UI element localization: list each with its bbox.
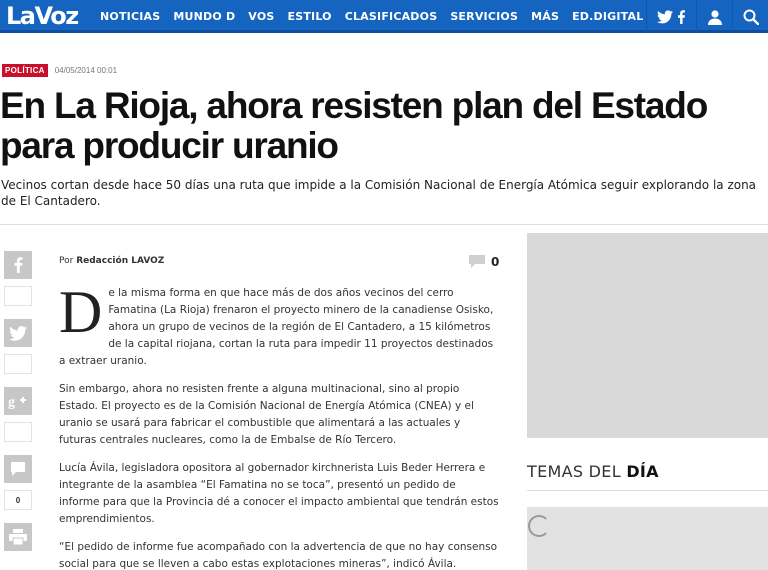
twitter-icon <box>9 326 27 341</box>
nav-actions <box>646 0 768 33</box>
user-account-button[interactable] <box>696 0 732 33</box>
article-title: En La Rioja, ahora resisten plan del Estado para producir uranio <box>0 85 708 166</box>
nav-item-clasificados[interactable]: CLASIFICADOS <box>344 10 438 23</box>
print-icon <box>9 529 27 545</box>
search-icon <box>743 9 759 25</box>
share-count-facebook <box>4 286 32 306</box>
nav-item-noticias[interactable]: NOTICIAS <box>100 10 161 23</box>
nav-item-mas[interactable]: MÁS <box>531 10 560 23</box>
svg-text:g: g <box>8 395 15 409</box>
article-meta <box>2 64 117 77</box>
share-count-google-plus <box>4 422 32 442</box>
facebook-icon[interactable] <box>677 10 686 24</box>
nav-item-estilo[interactable]: ESTILO <box>287 10 332 23</box>
share-toolbar <box>4 251 34 551</box>
article-subtitle: Vecinos cortan desde hace 50 días una ruta que impide a la Comisión Nacional de Energía Atómica seguir explorando la zona de El Cantadero. <box>1 178 757 208</box>
temas-del-dia-content <box>527 507 768 570</box>
temas-divider <box>527 490 768 491</box>
twitter-icon[interactable] <box>657 10 673 24</box>
comment-icon <box>10 461 26 477</box>
nav-item-vos[interactable]: VOS <box>248 10 275 23</box>
temas-prefix: TEMAS DEL <box>527 462 621 481</box>
paragraph: “El pedido de informe fue acompañado con la advertencia de que no hay consenso social para que se lleven a cabo estas explotaciones mineras”, indicó Ávila. <box>59 541 498 570</box>
share-facebook-button[interactable] <box>4 251 32 279</box>
facebook-icon <box>14 257 23 273</box>
temas-del-dia-heading <box>527 462 768 481</box>
publish-date: 04/05/2014 00:01 <box>54 66 118 75</box>
user-icon <box>707 9 723 25</box>
share-google-plus-button[interactable] <box>4 387 32 415</box>
byline-prefix: Por <box>59 256 74 266</box>
print-button[interactable] <box>4 523 32 551</box>
share-twitter-button[interactable] <box>4 319 32 347</box>
divider <box>0 224 768 225</box>
nav-item-mundo-d[interactable]: MUNDO D <box>173 10 236 23</box>
category-badge[interactable]: POLÍTICA <box>2 64 48 77</box>
top-navigation-bar <box>0 0 768 33</box>
temas-bold: DÍA <box>626 462 659 481</box>
paragraph: Lucía Ávila, legisladora opositora al gobernador kirchnerista Luis Beder Herrera e integrante de la asamblea “El Famatina no se toca”, presentó un pedido de informe para que la Provincia dé a conocer el impacto ambiental que tendrán estos emprendimientos. <box>59 462 499 525</box>
share-comment-button[interactable] <box>4 455 32 483</box>
drop-cap: D <box>59 279 103 345</box>
paragraph <box>59 279 499 370</box>
la-voz-logo[interactable]: LaVoz <box>6 2 78 30</box>
advertisement-placeholder <box>527 233 768 438</box>
article-byline <box>59 256 164 266</box>
loading-spinner-icon <box>528 515 550 537</box>
paragraph-text: e la misma forma en que hace más de dos años vecinos del cerro Famatina (La Rioja) frenaron el proyecto minero de la canadiense Osisko, ahora un grupo de vecinos de la región de El Cantadero, a 15 kilómetros de la capital riojana, cortan la ruta para impedir 11 proyectos destinados a extraer uranio. <box>59 287 494 367</box>
share-count-twitter <box>4 354 32 374</box>
google-plus-icon <box>8 393 28 409</box>
nav-item-servicios[interactable]: SERVICIOS <box>450 10 519 23</box>
main-nav <box>100 0 656 33</box>
nav-item-ed-digital[interactable]: ED.DIGITAL <box>572 10 644 23</box>
author-name[interactable]: Redacción LAVOZ <box>76 256 165 266</box>
social-links <box>646 0 696 33</box>
article-body <box>59 279 499 570</box>
comment-bubble-icon <box>468 254 486 269</box>
search-button[interactable] <box>732 0 768 33</box>
share-comment-count: 0 <box>4 490 32 510</box>
comment-count: 0 <box>491 254 500 269</box>
paragraph: Sin embargo, ahora no resisten frente a alguna multinacional, sino al propio Estado. El proyecto es de la Comisión Nacional de Energía Atómica (CNEA) y el uranio se usará para fabricar el combustible que alimentará a las actuales y futuras centrales nucleares, como la de Embalse de Río Tercero. <box>59 383 474 446</box>
comment-counter[interactable] <box>468 254 499 269</box>
